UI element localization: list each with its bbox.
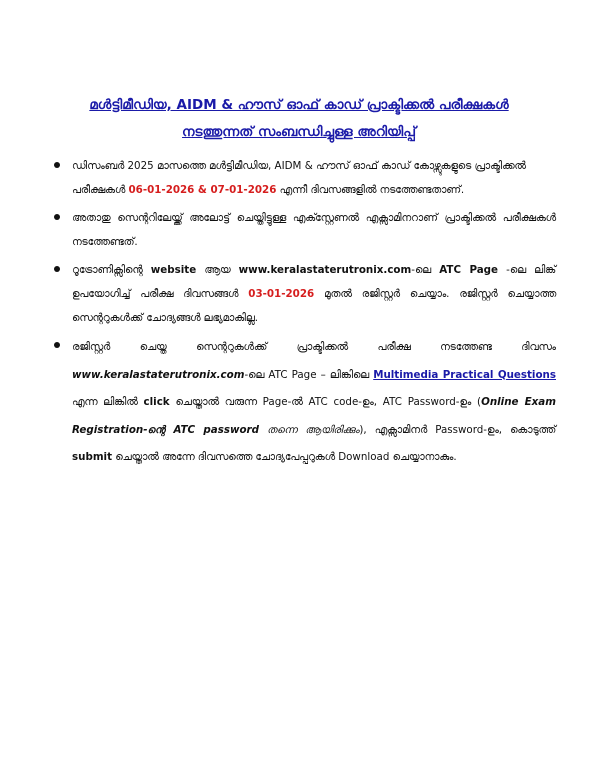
submit-word: submit <box>72 451 113 463</box>
list-item-2: അതാതു സെന്ററിലേയ്ക്ക് അലോട്ട് ചെയ്തിട്ടുള്ള എക്സ്റ്റേണൽ എക്സാമിനറാണ് പ്രാക്ടിക്കൽ പരീക്ഷകൾ നടത്തേണ്ടത്. <box>72 206 556 254</box>
atc-password: ATC password <box>173 423 260 436</box>
list-item-1: ഡിസംബർ 2025 മാസത്തെ മൾട്ടിമീഡിയ, AIDM & ഹൗസ് ഓഫ് കാഡ് കോഴ്സുകളുടെ പ്രാക്ടിക്കൽ പരീക്ഷകൾ 06-01-2026 & 07-01-2026 എന്നീ ദിവസങ്ങളിൽ നടത്തേണ്ടതാണ്. <box>72 154 556 202</box>
bullet-icon <box>54 214 60 220</box>
website-url: www.keralastaterutronix.com <box>72 368 245 381</box>
multimedia-practical-questions-link[interactable]: Multimedia Practical Questions <box>373 368 556 381</box>
title-line-1: മൾട്ടിമീഡിയ, AIDM & ഹൗസ് ഓഫ് കാഡ് പ്രാക്ടിക്കൽ പരീക്ഷകൾ <box>89 97 509 113</box>
notice-list <box>72 154 556 476</box>
bullet-icon <box>54 162 60 168</box>
click-word: click <box>143 396 170 408</box>
title-line-2: നടത്തുന്നത് സംബന്ധിച്ചുള്ള അറിയിപ്പ് <box>182 124 416 140</box>
list-item-4: രജിസ്റ്റർ ചെയ്ത സെന്ററുകൾക്ക് പ്രാക്ടിക്കൽ പരീക്ഷ നടത്തേണ്ട ദിവസം www.keralastaterutronix.com-ലെ ATC Page – ലിങ്കിലെ Multimedia Practical Questions എന്ന ലിങ്കിൽ click ചെയ്താൽ വരുന്ന Page-ൽ ATC code-ഉം, ATC Password-ഉം (Online Exam Registration-ന്റെ ATC password തന്നെ ആയിരിക്കും), എക്സാമിനർ Password-ഉം, കൊടുത്ത് submit ചെയ്താൽ അന്നേ ദിവസത്തെ ചോദ്യപേപ്പറുകൾ Download ചെയ്യാനാകും. <box>72 334 556 472</box>
list-item-3: റൂട്രോണിക്സിന്റെ website ആയ www.keralastaterutronix.com-ലെ ATC Page -ലെ ലിങ്ക് ഉപയോഗിച്ച് പരീക്ഷ ദിവസങ്ങൾ 03-01-2026 മുതൽ രജിസ്റ്റർ ചെയ്യാം. രജിസ്റ്റർ ചെയ്യാത്ത സെന്ററുകൾക്ക് ചോദ്യങ്ങൾ ലഭ്യമാകില്ല. <box>72 258 556 330</box>
bullet-icon <box>54 342 60 348</box>
registration-date: 03-01-2026 <box>248 288 315 300</box>
atc-page: ATC Page <box>439 264 499 276</box>
bullet-icon <box>54 266 60 272</box>
website-url: www.keralastaterutronix.com <box>238 264 412 276</box>
website-word: website <box>150 264 197 276</box>
notice-title <box>40 92 558 146</box>
online-exam-registration: Online Exam Registration <box>72 396 556 436</box>
exam-dates: 06-01-2026 & 07-01-2026 <box>128 184 277 196</box>
